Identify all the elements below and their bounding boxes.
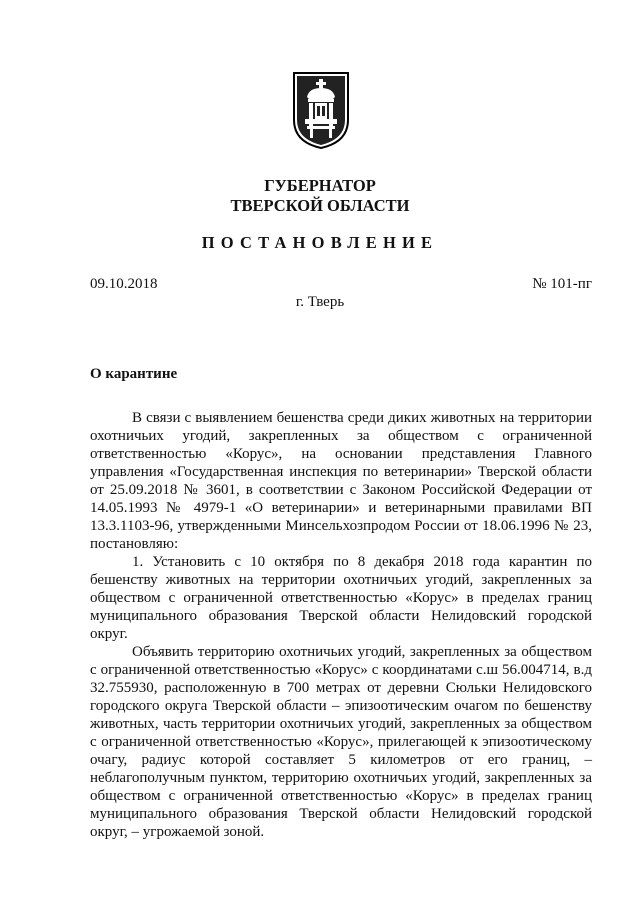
issuer-region: ТВЕРСКОЙ ОБЛАСТИ — [230, 196, 410, 215]
document-number: № 101-пг — [532, 276, 592, 292]
document-subject: О карантине — [90, 366, 178, 382]
body-paragraph: Объявить территорию охотничьих угодий, закрепленных за обществом с ограниченной ответственностью «Корус» с координатами с.ш 56.004714, в.д 32.755930, расположенную в 700 метрах от деревни Сюльки Нелидовского городского округа Тверской области – эпизоотическим очагом по бешенству животных, часть территории охотничьих угодий, закрепленных за обществом с ограниченной ответственностью «Корус», прилегающей к эпизоотическому очагу, радиус которой составляет 5 километров от его границ, – неблагополучным пунктом, территорию охотничьих угодий, закрепленных за обществом с ограниченной ответственностью «Корус» в пределах границ муниципального образования Тверской области Нелидовский городской округ, – угрожаемой зоной. — [90, 644, 592, 840]
body-paragraph: 1. Установить с 10 октября по 8 декабря 2018 года карантин по бешенству животных на территории охотничьих угодий, закрепленных за обществом с ограниченной ответственностью «Корус» в пределах границ муниципального образования Тверской области Нелидовский городской округ. — [90, 554, 592, 642]
body-paragraph: В связи с выявлением бешенства среди диких животных на территории охотничьих угодий, закрепленных за обществом с ограниченной ответственностью «Корус», на основании представления Главного управления «Государственная инспекция по ветеринарии» Тверской области от 25.09.2018 № 3601, в соответствии с Законом Российской Федерации от 14.05.1993 № 4979-1 «О ветеринарии» и ветеринарными правилами ВП 13.3.1103-96, утвержденными Минсельхозпродом России от 18.06.1996 № 23, постановляю: — [90, 410, 592, 552]
document-type: ПОСТАНОВЛЕНИЕ — [201, 233, 439, 252]
document-date: 09.10.2018 — [90, 276, 158, 292]
issuer-title: ГУБЕРНАТОР — [264, 176, 376, 195]
document-city: г. Тверь — [295, 294, 345, 310]
coat-of-arms-icon — [291, 70, 351, 150]
document-body — [90, 409, 592, 841]
